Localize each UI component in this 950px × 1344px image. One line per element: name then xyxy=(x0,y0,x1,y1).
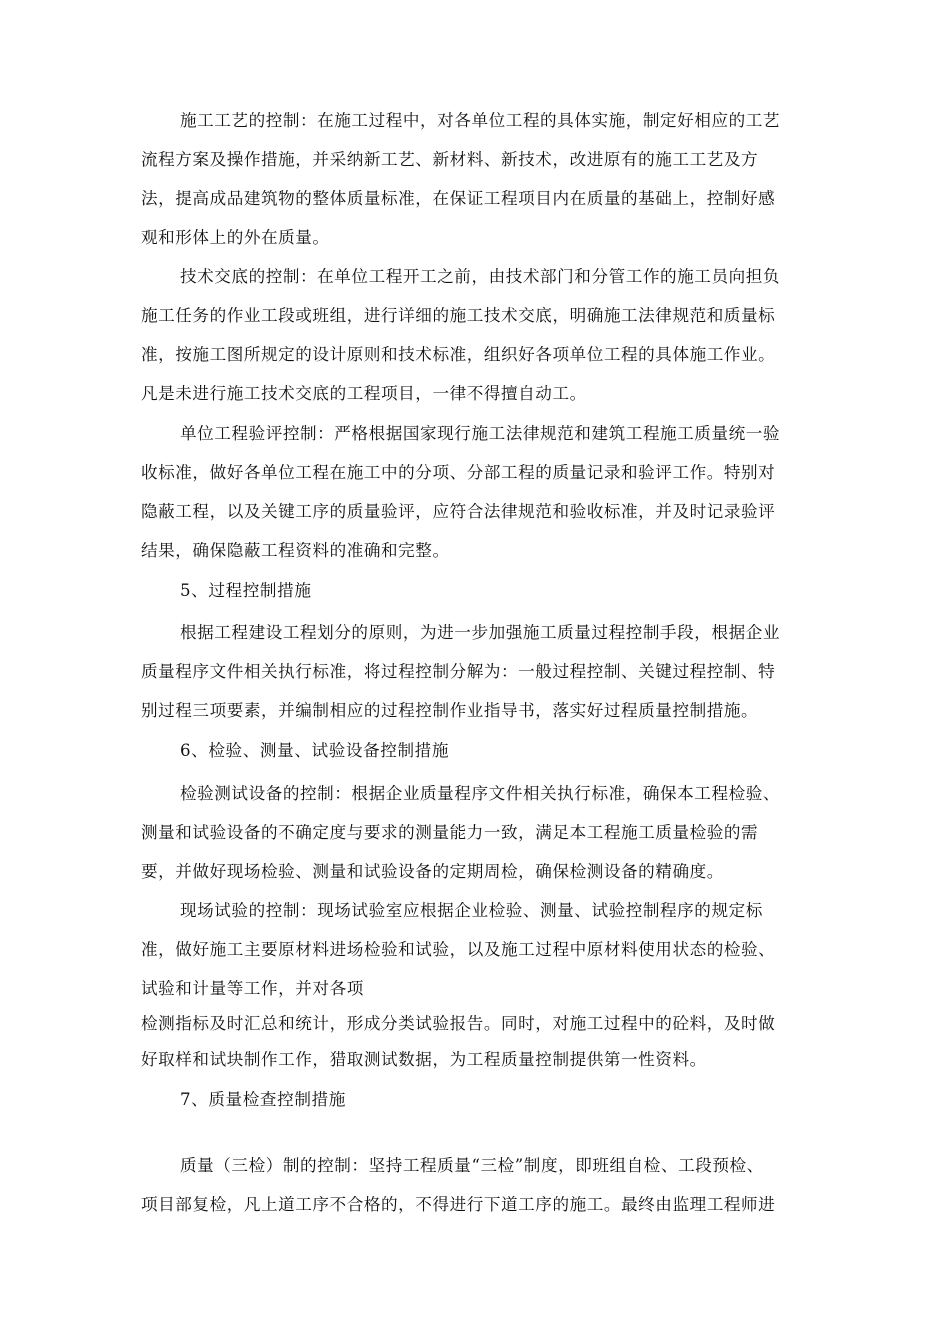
paragraph-line: 要，并做好现场检验、测量和试验设备的定期周检，确保检测设备的精确度。 xyxy=(141,862,724,881)
section-heading: 5、过程控制措施 xyxy=(180,581,312,600)
paragraph-line: 根据工程建设工程划分的原则，为进一步加强施工质量过程控制手段，根据企业 xyxy=(180,623,781,642)
paragraph-line: 施工工艺的控制：在施工过程中，对各单位工程的具体实施，制定好相应的工艺 xyxy=(180,111,781,130)
section-heading: 6、检验、测量、试验设备控制措施 xyxy=(180,741,450,760)
paragraph-line: 隐蔽工程，以及关键工序的质量验评，应符合法律规范和验收标准，并及时记录验评 xyxy=(141,502,776,521)
paragraph-line: 质量程序文件相关执行标准，将过程控制分解为：一般过程控制、关键过程控制、特 xyxy=(141,662,776,681)
paragraph-line: 流程方案及操作措施，并采纳新工艺、新材料、新技术，改进原有的施工工艺及方 xyxy=(141,150,759,169)
paragraph-line: 施工任务的作业工段或班组，进行详细的施工技术交底，明确施工法律规范和质量标 xyxy=(141,306,776,325)
paragraph-line: 检测指标及时汇总和统计，形成分类试验报告。同时，对施工过程中的砼料，及时做 xyxy=(141,1014,776,1033)
paragraph-line: 准，做好施工主要原材料进场检验和试验，以及施工过程中原材料使用状态的检验、 xyxy=(141,940,776,959)
paragraph-line: 测量和试验设备的不确定度与要求的测量能力一致，满足本工程施工质量检验的需 xyxy=(141,823,759,842)
paragraph-line: 单位工程验评控制：严格根据国家现行施工法律规范和建筑工程施工质量统一验 xyxy=(180,424,781,443)
paragraph-line: 准，按施工图所规定的设计原则和技术标准，组织好各项单位工程的具体施工作业。 xyxy=(141,345,776,364)
paragraph-line: 现场试验的控制：现场试验室应根据企业检验、测量、试验控制程序的规定标 xyxy=(180,901,763,920)
paragraph-line: 别过程三项要素，并编制相应的过程控制作业指导书，落实好过程质量控制措施。 xyxy=(141,701,759,720)
paragraph-line: 试验和计量等工作，并对各项 xyxy=(141,979,364,998)
paragraph-line: 项目部复检，凡上道工序不合格的，不得进行下道工序的施工。最终由监理工程师进 xyxy=(141,1195,776,1214)
paragraph-line: 技术交底的控制：在单位工程开工之前，由技术部门和分管工作的施工员向担负 xyxy=(180,267,781,286)
paragraph-line: 结果，确保隐蔽工程资料的准确和完整。 xyxy=(141,541,450,560)
paragraph-line: 质量（三检）制的控制：坚持工程质量“三检”制度，即班组自检、工段预检、 xyxy=(180,1156,764,1175)
paragraph-line: 凡是未进行施工技术交底的工程项目，一律不得擅自动工。 xyxy=(141,384,587,403)
paragraph-line: 收标准，做好各单位工程在施工中的分项、分部工程的质量记录和验评工作。特别对 xyxy=(141,463,776,482)
section-heading: 7、质量检查控制措施 xyxy=(180,1090,346,1109)
paragraph-line: 法，提高成品建筑物的整体质量标准，在保证工程项目内在质量的基础上，控制好感 xyxy=(141,189,776,208)
paragraph-line: 检验测试设备的控制：根据企业质量程序文件相关执行标准，确保本工程检验、 xyxy=(180,784,781,803)
paragraph-line: 观和形体上的外在质量。 xyxy=(141,228,330,247)
paragraph-line: 好取样和试块制作工作，猎取测试数据，为工程质量控制提供第一性资料。 xyxy=(141,1050,707,1069)
